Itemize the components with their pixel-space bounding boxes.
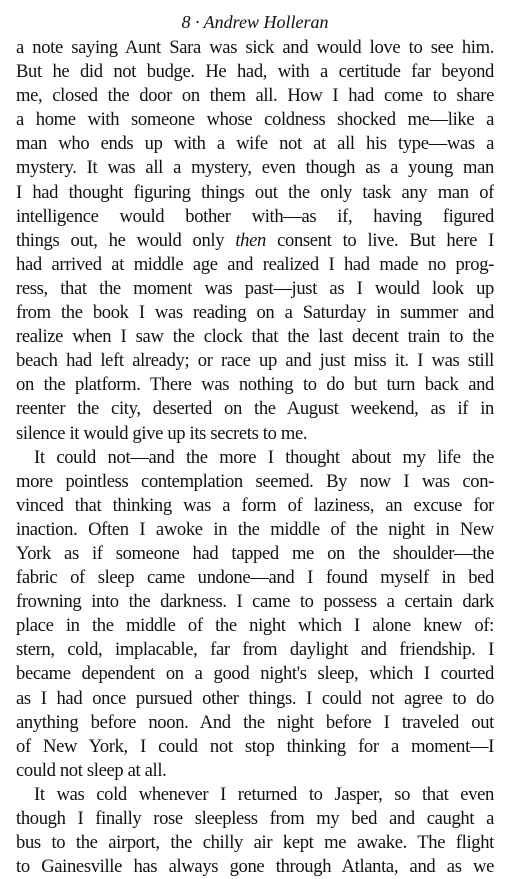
text-line: vinced that thinking was a form of laziness, an excuse for bbox=[16, 494, 494, 516]
text-line: intelligence would bother with—as if, having figured bbox=[16, 205, 494, 227]
paragraph-1 bbox=[16, 36, 494, 446]
text-line: bus to the airport, the chilly air kept me awake. The flight bbox=[16, 832, 494, 854]
text-line: realize when I saw the clock that the last decent train to the bbox=[16, 326, 494, 348]
text-line: could not sleep at all. bbox=[16, 759, 167, 781]
text-line: beach had left already; or race up and just miss it. I was still bbox=[16, 350, 494, 372]
text-line: stern, cold, implacable, far from daylight and friendship. I bbox=[16, 639, 494, 661]
paragraph-2 bbox=[16, 446, 494, 783]
text-line: York as if someone had tapped me on the shoulder—the bbox=[16, 542, 494, 564]
text-line: of New York, I could not stop thinking for a moment—I bbox=[16, 735, 494, 757]
text-line: silence it would give up its secrets to me. bbox=[16, 422, 308, 444]
text-line: as I had once pursued other things. I could not agree to do bbox=[16, 687, 494, 709]
text-line: had arrived at middle age and realized I had made no prog- bbox=[16, 253, 494, 275]
page-number: 8 bbox=[181, 12, 191, 32]
text-line: inaction. Often I awoke in the middle of the night in New bbox=[16, 518, 494, 540]
text-line: man who ends up with a wife not at all his type—was a bbox=[16, 133, 494, 155]
text-line: on the platform. There was nothing to do but turn back and bbox=[16, 374, 494, 396]
line-before-italic: things out, he would only bbox=[16, 229, 236, 251]
text-line: ress, that the moment was past—just as I would look up bbox=[16, 277, 494, 299]
author-name: Andrew Holleran bbox=[203, 12, 329, 32]
italic-word: then bbox=[235, 229, 266, 251]
text-line: a note saying Aunt Sara was sick and would love to see him. bbox=[16, 37, 494, 58]
text-line: place in the middle of the night which I alone knew of: bbox=[16, 615, 494, 637]
header-separator: · bbox=[194, 12, 200, 32]
text-line: anything before noon. And the night before I traveled out bbox=[16, 711, 494, 733]
text-line: a home with someone whose coldness shocked me—like a bbox=[16, 109, 494, 131]
text-line: I had thought figuring things out the only task any man of bbox=[16, 181, 494, 203]
text-line: reenter the city, deserted on the August weekend, as if in bbox=[16, 398, 494, 420]
text-line: me, closed the door on them all. How I had come to share bbox=[16, 85, 494, 107]
paragraph-3 bbox=[16, 783, 494, 879]
text-line: It was cold whenever I returned to Jasper, so that even bbox=[34, 783, 494, 805]
text-line: though I finally rose sleepless from my bed and caught a bbox=[16, 808, 494, 829]
running-head bbox=[16, 10, 494, 34]
text-line: frowning into the darkness. I came to possess a certain dark bbox=[16, 591, 494, 613]
text-line: more pointless contemplation seemed. By now I was con- bbox=[16, 470, 494, 492]
text-line: fabric of sleep came undone—and I found myself in bed bbox=[16, 567, 494, 589]
text-line: It could not—and the more I thought about my life the bbox=[34, 446, 494, 468]
text-line: to Gainesville has always gone through Atlanta, and as we bbox=[16, 856, 494, 878]
text-line: became dependent on a good night's sleep, which I courted bbox=[16, 663, 494, 685]
line-after-italic: consent to live. But here I bbox=[265, 229, 494, 251]
text-line: But he did not budge. He had, with a certitude far beyond bbox=[16, 61, 494, 83]
text-line-with-italic bbox=[16, 229, 494, 253]
text-line: mystery. It was all a mystery, even though as a young man bbox=[16, 157, 494, 179]
text-line: from the book I was reading on a Saturday in summer and bbox=[16, 302, 494, 324]
